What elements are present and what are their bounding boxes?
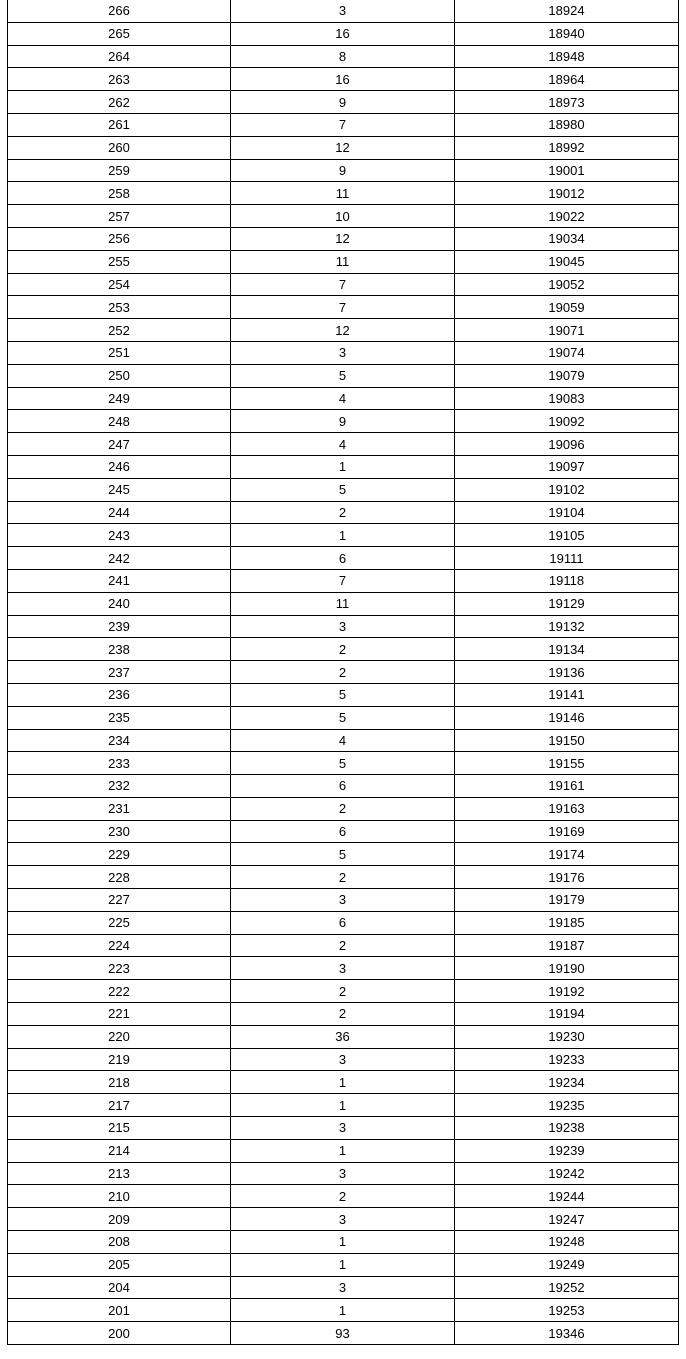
count-cell: 3	[231, 1162, 455, 1185]
score-cell: 255	[8, 250, 231, 273]
count-cell: 3	[231, 341, 455, 364]
cumulative-cell: 19233	[455, 1048, 679, 1071]
count-cell: 1	[231, 1139, 455, 1162]
cumulative-cell: 19022	[455, 205, 679, 228]
table-row	[8, 296, 679, 319]
table-row	[8, 980, 679, 1003]
count-cell: 9	[231, 159, 455, 182]
cumulative-cell: 19185	[455, 911, 679, 934]
table-row	[8, 1185, 679, 1208]
table-row	[8, 319, 679, 342]
table-row	[8, 1071, 679, 1094]
score-cell: 221	[8, 1003, 231, 1026]
table-row	[8, 524, 679, 547]
table-row	[8, 45, 679, 68]
count-cell: 2	[231, 980, 455, 1003]
count-cell: 9	[231, 410, 455, 433]
count-cell: 10	[231, 205, 455, 228]
cumulative-cell: 19092	[455, 410, 679, 433]
table-row	[8, 752, 679, 775]
table-row	[8, 797, 679, 820]
table-row	[8, 934, 679, 957]
cumulative-cell: 19102	[455, 478, 679, 501]
cumulative-cell: 18992	[455, 136, 679, 159]
count-cell: 3	[231, 615, 455, 638]
count-cell: 12	[231, 136, 455, 159]
table-row	[8, 1117, 679, 1140]
table-row	[8, 1025, 679, 1048]
score-cell: 259	[8, 159, 231, 182]
table-row	[8, 661, 679, 684]
score-cell: 232	[8, 775, 231, 798]
table-row	[8, 273, 679, 296]
table-row	[8, 159, 679, 182]
cumulative-cell: 19249	[455, 1253, 679, 1276]
cumulative-cell: 19001	[455, 159, 679, 182]
score-cell: 240	[8, 592, 231, 615]
score-cell: 234	[8, 729, 231, 752]
table-row	[8, 364, 679, 387]
score-cell: 215	[8, 1117, 231, 1140]
count-cell: 2	[231, 1185, 455, 1208]
score-cell: 233	[8, 752, 231, 775]
cumulative-cell: 19179	[455, 889, 679, 912]
count-cell: 7	[231, 296, 455, 319]
count-cell: 8	[231, 45, 455, 68]
score-cell: 247	[8, 433, 231, 456]
score-cell: 266	[8, 0, 231, 22]
table-row	[8, 1094, 679, 1117]
table-row	[8, 957, 679, 980]
score-cell: 256	[8, 227, 231, 250]
table-row	[8, 68, 679, 91]
cumulative-cell: 19134	[455, 638, 679, 661]
cumulative-cell: 19150	[455, 729, 679, 752]
score-cell: 213	[8, 1162, 231, 1185]
score-cell: 264	[8, 45, 231, 68]
table-row	[8, 91, 679, 114]
score-cell: 248	[8, 410, 231, 433]
table-row	[8, 889, 679, 912]
count-cell: 5	[231, 706, 455, 729]
score-cell: 204	[8, 1276, 231, 1299]
score-cell: 210	[8, 1185, 231, 1208]
count-cell: 1	[231, 1231, 455, 1254]
count-cell: 3	[231, 1276, 455, 1299]
count-cell: 1	[231, 1071, 455, 1094]
cumulative-cell: 18973	[455, 91, 679, 114]
cumulative-cell: 19079	[455, 364, 679, 387]
table-row	[8, 410, 679, 433]
table-row	[8, 1299, 679, 1322]
cumulative-cell: 19096	[455, 433, 679, 456]
table-body	[8, 0, 679, 1345]
count-cell: 2	[231, 638, 455, 661]
cumulative-cell: 19052	[455, 273, 679, 296]
score-cell: 217	[8, 1094, 231, 1117]
cumulative-cell: 19034	[455, 227, 679, 250]
cumulative-cell: 19146	[455, 706, 679, 729]
score-cell: 228	[8, 866, 231, 889]
score-cell: 254	[8, 273, 231, 296]
count-cell: 1	[231, 1299, 455, 1322]
table-row	[8, 775, 679, 798]
cumulative-cell: 19097	[455, 455, 679, 478]
cumulative-cell: 19074	[455, 341, 679, 364]
score-cell: 257	[8, 205, 231, 228]
count-cell: 3	[231, 1117, 455, 1140]
cumulative-cell: 19194	[455, 1003, 679, 1026]
score-cell: 224	[8, 934, 231, 957]
table-row	[8, 136, 679, 159]
score-cell: 238	[8, 638, 231, 661]
cumulative-cell: 19346	[455, 1322, 679, 1345]
score-cell: 244	[8, 501, 231, 524]
count-cell: 5	[231, 843, 455, 866]
table-row	[8, 1003, 679, 1026]
count-cell: 11	[231, 592, 455, 615]
cumulative-cell: 19169	[455, 820, 679, 843]
score-cell: 227	[8, 889, 231, 912]
count-cell: 1	[231, 1253, 455, 1276]
score-cell: 260	[8, 136, 231, 159]
cumulative-cell: 19187	[455, 934, 679, 957]
score-cell: 237	[8, 661, 231, 684]
count-cell: 4	[231, 387, 455, 410]
table-row	[8, 1048, 679, 1071]
count-cell: 6	[231, 547, 455, 570]
cumulative-cell: 19247	[455, 1208, 679, 1231]
cumulative-cell: 19235	[455, 1094, 679, 1117]
score-cell: 201	[8, 1299, 231, 1322]
score-cell: 235	[8, 706, 231, 729]
score-cell: 220	[8, 1025, 231, 1048]
cumulative-cell: 19242	[455, 1162, 679, 1185]
count-cell: 11	[231, 182, 455, 205]
table-row	[8, 455, 679, 478]
count-cell: 12	[231, 319, 455, 342]
cumulative-cell: 19234	[455, 1071, 679, 1094]
score-cell: 218	[8, 1071, 231, 1094]
cumulative-cell: 19244	[455, 1185, 679, 1208]
score-cell: 231	[8, 797, 231, 820]
cumulative-cell: 19132	[455, 615, 679, 638]
score-cell: 200	[8, 1322, 231, 1345]
score-cell: 214	[8, 1139, 231, 1162]
table-row	[8, 227, 679, 250]
table-row	[8, 1322, 679, 1345]
score-cell: 265	[8, 22, 231, 45]
cumulative-cell: 19174	[455, 843, 679, 866]
count-cell: 4	[231, 729, 455, 752]
cumulative-cell: 19141	[455, 683, 679, 706]
count-cell: 6	[231, 911, 455, 934]
cumulative-cell: 18980	[455, 113, 679, 136]
table-row	[8, 820, 679, 843]
cumulative-cell: 19238	[455, 1117, 679, 1140]
cumulative-cell: 19012	[455, 182, 679, 205]
count-cell: 6	[231, 775, 455, 798]
score-cell: 249	[8, 387, 231, 410]
count-cell: 2	[231, 661, 455, 684]
score-cell: 258	[8, 182, 231, 205]
count-cell: 5	[231, 752, 455, 775]
score-cell: 222	[8, 980, 231, 1003]
table-row	[8, 1231, 679, 1254]
count-cell: 2	[231, 1003, 455, 1026]
table-row	[8, 501, 679, 524]
table-row	[8, 1253, 679, 1276]
cumulative-cell: 19118	[455, 569, 679, 592]
table-row	[8, 843, 679, 866]
score-distribution-table	[7, 0, 679, 1345]
cumulative-cell: 19104	[455, 501, 679, 524]
count-cell: 2	[231, 866, 455, 889]
table-row	[8, 341, 679, 364]
cumulative-cell: 19248	[455, 1231, 679, 1254]
table-row	[8, 387, 679, 410]
table-row	[8, 205, 679, 228]
table-row	[8, 182, 679, 205]
cumulative-cell: 18924	[455, 0, 679, 22]
count-cell: 1	[231, 1094, 455, 1117]
table-row	[8, 706, 679, 729]
count-cell: 5	[231, 478, 455, 501]
score-cell: 246	[8, 455, 231, 478]
count-cell: 3	[231, 0, 455, 22]
score-cell: 251	[8, 341, 231, 364]
count-cell: 2	[231, 934, 455, 957]
table-row	[8, 547, 679, 570]
score-cell: 205	[8, 1253, 231, 1276]
cumulative-cell: 19136	[455, 661, 679, 684]
count-cell: 2	[231, 501, 455, 524]
count-cell: 16	[231, 68, 455, 91]
table-row	[8, 0, 679, 22]
cumulative-cell: 19071	[455, 319, 679, 342]
table-row	[8, 478, 679, 501]
score-cell: 229	[8, 843, 231, 866]
count-cell: 1	[231, 455, 455, 478]
score-cell: 241	[8, 569, 231, 592]
score-cell: 245	[8, 478, 231, 501]
cumulative-cell: 18940	[455, 22, 679, 45]
cumulative-cell: 19161	[455, 775, 679, 798]
cumulative-cell: 19045	[455, 250, 679, 273]
count-cell: 7	[231, 569, 455, 592]
count-cell: 36	[231, 1025, 455, 1048]
count-cell: 3	[231, 1048, 455, 1071]
cumulative-cell: 18948	[455, 45, 679, 68]
count-cell: 9	[231, 91, 455, 114]
count-cell: 3	[231, 889, 455, 912]
score-cell: 239	[8, 615, 231, 638]
count-cell: 5	[231, 364, 455, 387]
count-cell: 2	[231, 797, 455, 820]
score-cell: 253	[8, 296, 231, 319]
score-cell: 242	[8, 547, 231, 570]
score-cell: 219	[8, 1048, 231, 1071]
cumulative-cell: 19190	[455, 957, 679, 980]
table-row	[8, 1139, 679, 1162]
count-cell: 4	[231, 433, 455, 456]
cumulative-cell: 19111	[455, 547, 679, 570]
score-cell: 262	[8, 91, 231, 114]
count-cell: 6	[231, 820, 455, 843]
score-cell: 252	[8, 319, 231, 342]
score-cell: 209	[8, 1208, 231, 1231]
cumulative-cell: 19059	[455, 296, 679, 319]
score-cell: 250	[8, 364, 231, 387]
cumulative-cell: 19192	[455, 980, 679, 1003]
table-row	[8, 1208, 679, 1231]
table-row	[8, 729, 679, 752]
cumulative-cell: 18964	[455, 68, 679, 91]
count-cell: 12	[231, 227, 455, 250]
count-cell: 93	[231, 1322, 455, 1345]
table-row	[8, 615, 679, 638]
cumulative-cell: 19129	[455, 592, 679, 615]
cumulative-cell: 19083	[455, 387, 679, 410]
table-row	[8, 1276, 679, 1299]
score-cell: 261	[8, 113, 231, 136]
cumulative-cell: 19252	[455, 1276, 679, 1299]
cumulative-cell: 19163	[455, 797, 679, 820]
count-cell: 3	[231, 1208, 455, 1231]
cumulative-cell: 19155	[455, 752, 679, 775]
table-row	[8, 113, 679, 136]
score-cell: 223	[8, 957, 231, 980]
score-cell: 225	[8, 911, 231, 934]
cumulative-cell: 19253	[455, 1299, 679, 1322]
table-row	[8, 1162, 679, 1185]
score-cell: 236	[8, 683, 231, 706]
table-row	[8, 569, 679, 592]
score-cell: 208	[8, 1231, 231, 1254]
table-row	[8, 22, 679, 45]
count-cell: 16	[231, 22, 455, 45]
table-row	[8, 638, 679, 661]
count-cell: 1	[231, 524, 455, 547]
score-cell: 263	[8, 68, 231, 91]
cumulative-cell: 19176	[455, 866, 679, 889]
score-cell: 243	[8, 524, 231, 547]
cumulative-cell: 19230	[455, 1025, 679, 1048]
table-row	[8, 866, 679, 889]
table-row	[8, 911, 679, 934]
table-row	[8, 250, 679, 273]
cumulative-cell: 19105	[455, 524, 679, 547]
score-cell: 230	[8, 820, 231, 843]
table-row	[8, 683, 679, 706]
table-row	[8, 592, 679, 615]
count-cell: 5	[231, 683, 455, 706]
count-cell: 11	[231, 250, 455, 273]
count-cell: 7	[231, 273, 455, 296]
count-cell: 7	[231, 113, 455, 136]
cumulative-cell: 19239	[455, 1139, 679, 1162]
table-row	[8, 433, 679, 456]
count-cell: 3	[231, 957, 455, 980]
